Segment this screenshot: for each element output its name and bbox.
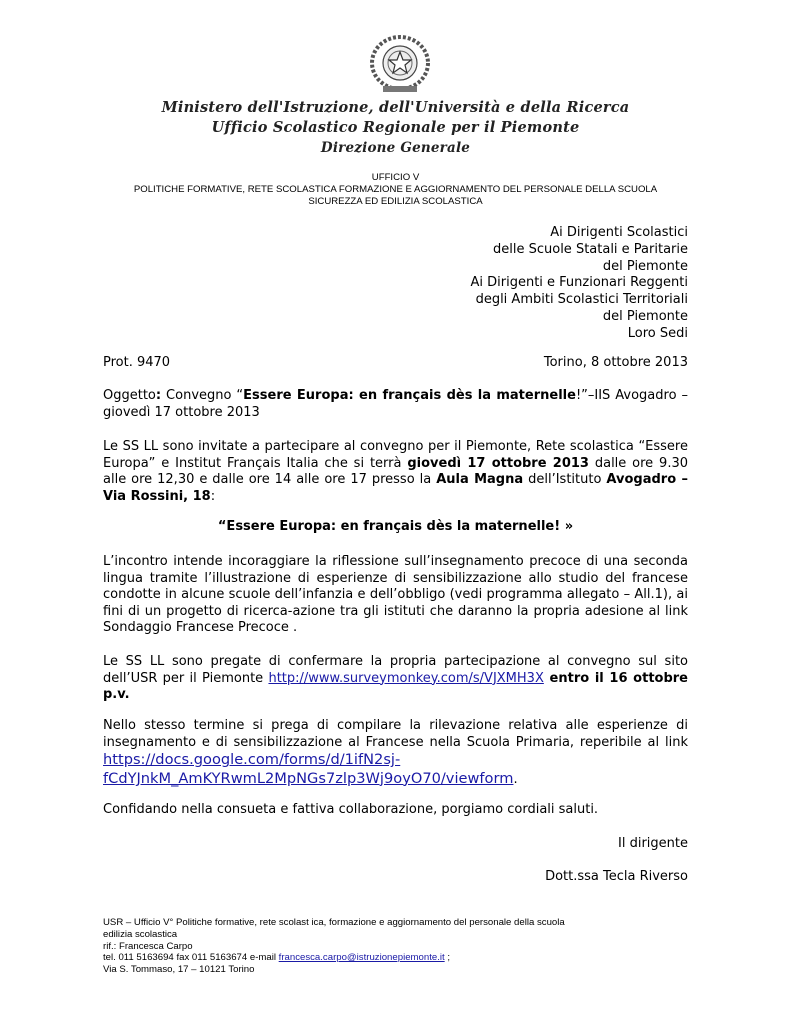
subject-paragraph — [103, 388, 688, 421]
footer-line: USR – Ufficio V° Politiche formative, rete scolast ica, formazione e aggiornamento del personale della scuola — [103, 917, 565, 928]
text-span: . — [513, 771, 518, 787]
recipient-line: Ai Dirigenti e Funzionari Reggenti — [470, 275, 688, 291]
office-line: POLITICHE FORMATIVE, RETE SCOLASTICA FORMAZIONE E AGGIORNAMENTO DEL PERSONALE DELLA SCUOLA — [133, 184, 658, 195]
footer-line: edilizia scolastica — [103, 928, 178, 940]
event-room: Aula Magna — [436, 472, 524, 488]
signer-name: Dott.ssa Tecla Riverso — [545, 869, 688, 884]
link-part[interactable]: https://docs.google.com/forms/d/1ifN2sj- — [103, 751, 401, 769]
italian-republic-emblem-icon — [365, 34, 435, 96]
signer-title: Il dirigente — [618, 836, 688, 851]
protocol-row — [103, 355, 688, 372]
subject-colon: : — [155, 388, 162, 403]
link-part[interactable]: fCdYJnkM_AmKYRwmL2MpNGs7zlp3Wj9oyO70/viewform — [103, 769, 514, 787]
event-date: giovedì 17 ottobre 2013 — [407, 455, 589, 471]
footer-line: Via S. Tommaso, 17 – 10121 Torino — [103, 964, 255, 976]
invitation-paragraph — [103, 439, 688, 505]
ministry-heading: Ministero dell'Istruzione, dell'Università e della Ricerca — [161, 99, 630, 116]
event-address: Avogadro – Via Rossini, 18 — [103, 472, 688, 504]
text-span: Nello stesso termine si prega di compilare la rilevazione relativa alle esperienze di insegnamento e di sensibilizzazione al Francese nella Scuola Primaria, reperibile al link — [103, 718, 688, 750]
confirmation-paragraph — [103, 654, 688, 704]
recipient-line: delle Scuole Statali e Paritarie — [493, 241, 688, 257]
office-line: SICUREZZA ED EDILIZIA SCOLASTICA — [308, 196, 483, 207]
recipient-line: Loro Sedi — [627, 325, 688, 341]
footer-line: rif.: Francesca Carpo — [103, 940, 193, 952]
text-span: dalle ore 9.30 alle ore 12,30 e dalle ore 14 alle ore 17 presso la — [103, 455, 688, 488]
subject-prefix: Convegno “ — [161, 388, 244, 403]
text-span: Le SS LL sono invitate a partecipare al convegno per il Piemonte, Rete scolastica “Essere Europa” e Institut Français Italia che si terrà — [103, 439, 688, 471]
protocol-number: Prot. 9470 — [103, 355, 171, 370]
recipient-line: del Piemonte — [602, 258, 688, 274]
recipients-block — [470, 225, 688, 343]
description-paragraph: L’incontro intende incoraggiare la riflessione sull’insegnamento precoce di una seconda lingua tramite l’illustrazione di esperienze di sensibilizzazione allo studio del francese condotte in alcune scuole dell’infanzia e dell’obbligo (vedi programma allegato – All.1), ai fini di un progetto di ricerca-azione tra gli istituti che daranno la propria adesione al link Sondaggio Francese Precoce . — [103, 554, 688, 636]
recipient-line: degli Ambiti Scolastici Territoriali — [475, 292, 688, 308]
text-span: Le SS LL sono pregate di confermare la propria partecipazione al convegno sul sito dell’USR per il Piemonte — [103, 654, 688, 686]
recipient-line: Ai Dirigenti Scolastici — [550, 225, 688, 240]
footer-contact-line — [103, 952, 703, 964]
google-form-link[interactable] — [103, 751, 513, 787]
place-date: Torino, 8 ottobre 2013 — [543, 355, 688, 370]
footer — [103, 917, 703, 976]
closing-paragraph: Confidando nella consueta e fattiva collaborazione, porgiamo cordiali saluti. — [103, 802, 599, 817]
text-span: : — [210, 488, 216, 504]
recipient-line: del Piemonte — [602, 308, 688, 324]
contact-phone: tel. 011 5163694 fax 011 5163674 e-mail — [103, 952, 279, 964]
survey-paragraph — [103, 718, 688, 788]
email-link[interactable]: francesca.carpo@istruzionepiemonte.it — [278, 952, 445, 964]
text-span: dell’Istituto — [523, 472, 607, 488]
direction-heading: Direzione Generale — [320, 140, 471, 156]
subject-title: Essere Europa: en français dès la maternelle — [243, 388, 576, 403]
event-title: “Essere Europa: en français dès la maternelle! » — [217, 519, 574, 534]
deadline: entro il 16 ottobre p.v. — [103, 670, 688, 703]
text-span: ; — [444, 952, 450, 964]
regional-office-heading: Ufficio Scolastico Regionale per il Piemonte — [211, 119, 580, 136]
office-line: UFFICIO V — [371, 172, 420, 183]
subject-label: Oggetto — [103, 388, 156, 403]
surveymonkey-link[interactable]: http://www.surveymonkey.com/s/VJXMH3X — [268, 670, 544, 686]
subject-suffix: !”–IIS Avogadro – giovedì 17 ottobre 2013 — [103, 388, 688, 420]
